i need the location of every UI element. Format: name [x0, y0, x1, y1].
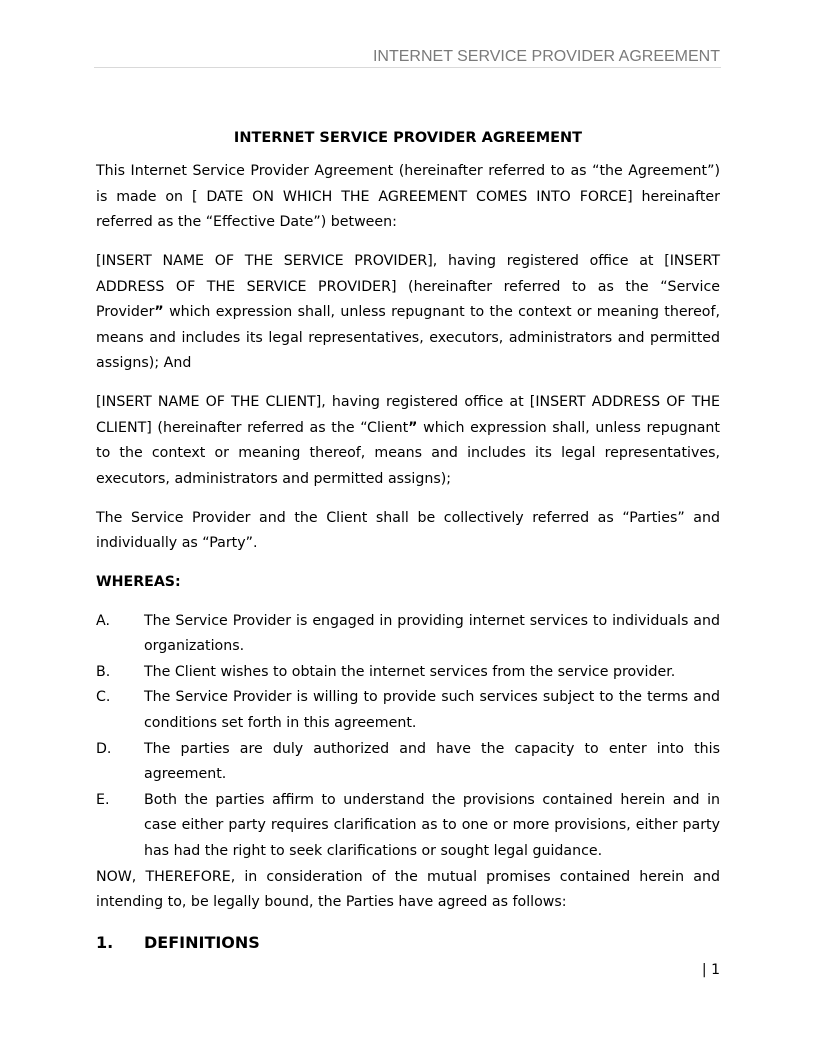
party-provider-bold-quote: ” [154, 304, 164, 321]
intro-paragraph: This Internet Service Provider Agreement (hereinafter referred to as “the Agreement”) is made on [ DATE ON WHICH THE AGREEMENT COMES INTO FORCE] hereinafter referred as the “Effective Date”) between: [96, 163, 720, 231]
recital-item [96, 685, 720, 736]
party-provider-text-after: which expression shall, unless repugnant to the context or meaning thereof, means and includes its legal representatives, executors, administrators and permitted assigns); And [96, 304, 720, 372]
document-body [96, 126, 720, 956]
recital-item [96, 737, 720, 788]
recital-letter: B. [96, 663, 111, 680]
header-divider [94, 67, 721, 68]
document-title: INTERNET SERVICE PROVIDER AGREEMENT [233, 130, 583, 146]
now-therefore-paragraph: NOW, THEREFORE, in consideration of the mutual promises contained herein and intending to, be legally bound, the Parties have agreed as follows: [96, 868, 720, 911]
recital-letter: D. [96, 740, 112, 757]
party-client-paragraph [96, 390, 720, 492]
recital-item [96, 660, 720, 686]
recital-text: Both the parties affirm to understand the provisions contained herein and in case either party requires clarification as to one or more provisions, either party has had the right to seek clarifications or sought legal guidance. [144, 791, 720, 859]
party-provider-paragraph [96, 249, 720, 377]
collective-paragraph: The Service Provider and the Client shall be collectively referred as “Parties” and individually as “Party”. [96, 509, 720, 552]
recital-letter: C. [96, 689, 111, 706]
party-provider-text-before: [INSERT NAME OF THE SERVICE PROVIDER], having registered office at [INSERT ADDRESS OF THE SERVICE PROVIDER] (hereinafter referred to as the “Service Provider [96, 252, 720, 321]
party-client-text-after: which expression shall, unless repugnant to the context or meaning thereof, means and includes its legal representatives, executors, administrators and permitted assigns); [96, 419, 720, 487]
recital-text: The Service Provider is engaged in providing internet services to individuals and organizations. [144, 612, 720, 655]
recital-text: The Client wishes to obtain the internet services from the service provider. [144, 663, 676, 680]
recital-item [96, 788, 720, 865]
recital-letter: A. [96, 612, 110, 629]
running-header: INTERNET SERVICE PROVIDER AGREEMENT [372, 48, 720, 65]
party-client-text-before: [INSERT NAME OF THE CLIENT], having registered office at [INSERT ADDRESS OF THE CLIENT] (hereinafter referred as the “Client [96, 394, 720, 436]
section-title: DEFINITIONS [144, 932, 260, 952]
section-number: 1. [96, 932, 114, 952]
whereas-heading: WHEREAS: [96, 574, 181, 591]
recital-text: The Service Provider is willing to provide such services subject to the terms and conditions set forth in this agreement. [144, 689, 720, 732]
recitals-list [96, 609, 720, 865]
recital-letter: E. [96, 791, 110, 808]
party-client-bold-quote: ” [408, 419, 418, 436]
recital-item [96, 609, 720, 660]
page-number: | 1 [701, 962, 720, 978]
recital-text: The parties are duly authorized and have the capacity to enter into this agreement. [144, 740, 720, 783]
section-heading-definitions [96, 930, 720, 956]
